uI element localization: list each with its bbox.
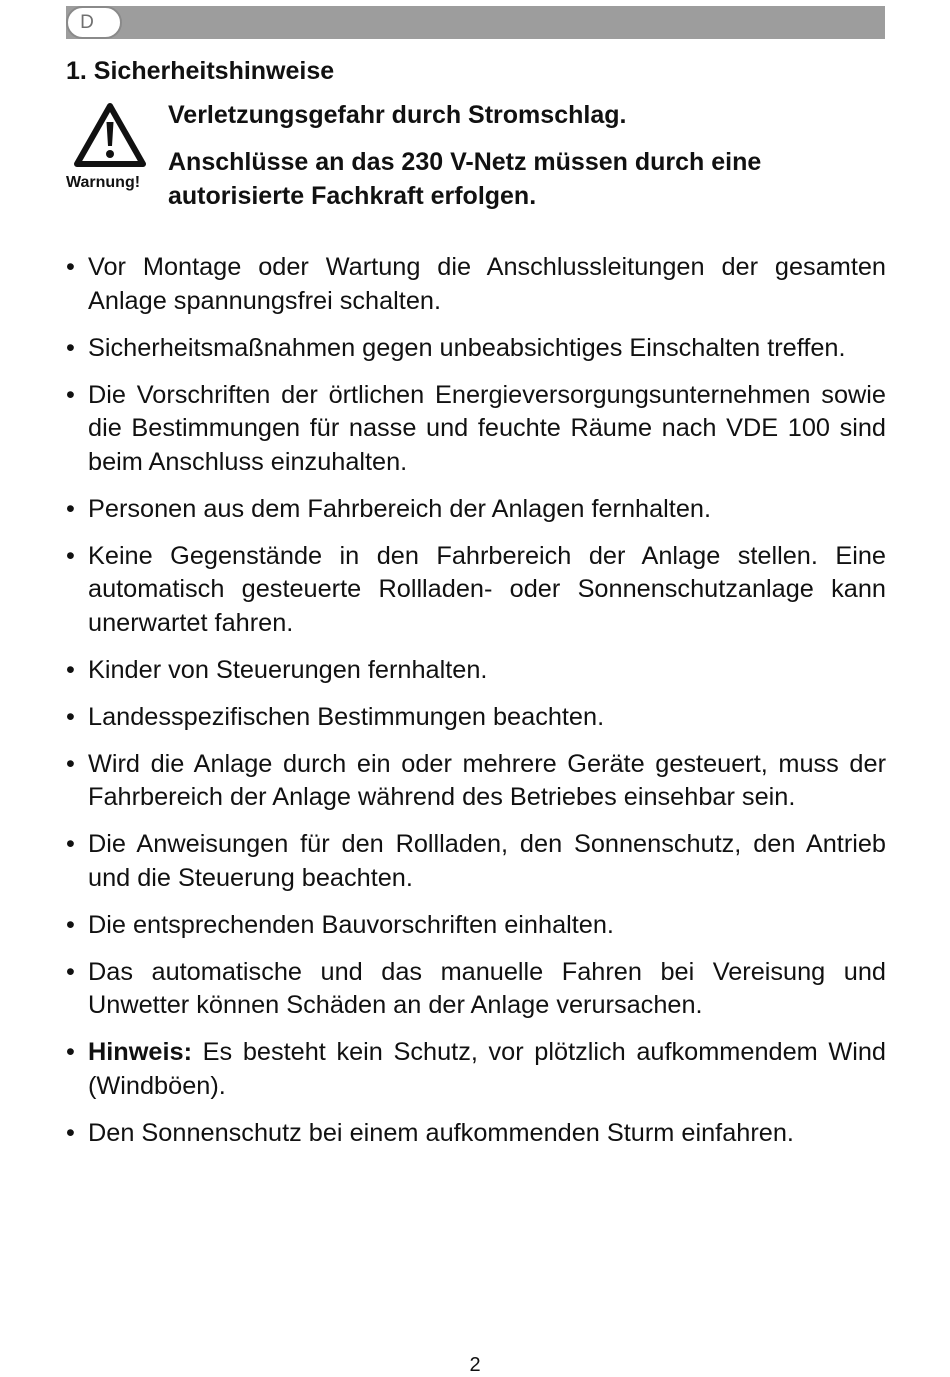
list-item-text: Die Vorschriften der örtlichen Energieversorgungsunternehmen sowie die Bestimmungen für nasse und feuchte Räume nach VDE 100 sind beim Anschluss einzuhalten. bbox=[88, 380, 886, 476]
list-item bbox=[66, 828, 886, 895]
warning-line-2: Anschlüsse an das 230 V-Netz müssen durch eine autorisierte Fachkraft erfolgen. bbox=[168, 148, 762, 210]
list-item-text: Wird die Anlage durch ein oder mehrere Geräte gesteuert, muss der Fahrbereich der Anlage während des Betriebes einsehbar sein. bbox=[88, 749, 886, 811]
list-item bbox=[66, 540, 886, 641]
bullet-icon: • bbox=[66, 910, 75, 939]
list-item bbox=[66, 493, 886, 527]
bullet-icon: • bbox=[66, 830, 75, 858]
list-item-text: Vor Montage oder Wartung die Anschlussleitungen der gesamten Anlage spannungsfrei schalten. bbox=[88, 253, 886, 315]
bullet-icon: • bbox=[66, 702, 75, 731]
bullet-icon: • bbox=[66, 1038, 75, 1066]
list-item-text: Den Sonnenschutz bei einem aufkommenden Sturm einfahren. bbox=[88, 1118, 794, 1147]
bullet-icon: • bbox=[66, 957, 75, 986]
note-label: Hinweis: bbox=[88, 1038, 193, 1066]
list-item bbox=[66, 1117, 886, 1151]
bullet-icon: • bbox=[66, 655, 75, 684]
section-title: 1. Sicherheitshinweise bbox=[66, 57, 335, 85]
list-item-text: Es besteht kein Schutz, vor plötzlich aufkommendem Wind (Windböen). bbox=[88, 1038, 886, 1100]
safety-bullet-list bbox=[66, 251, 886, 1164]
bullet-icon: • bbox=[66, 541, 75, 570]
warning-text bbox=[168, 98, 886, 226]
list-item bbox=[66, 379, 886, 480]
list-item bbox=[66, 251, 886, 318]
language-tab-label: D bbox=[80, 11, 94, 33]
bullet-icon: • bbox=[66, 253, 75, 281]
list-item bbox=[66, 909, 886, 943]
list-item bbox=[66, 332, 886, 366]
list-item bbox=[66, 748, 886, 815]
list-item-text: Das automatische und das manuelle Fahren bei Vereisung und Unwetter können Schäden an der Anlage verursachen. bbox=[88, 957, 886, 1019]
warning-line-1: Verletzungsgefahr durch Stromschlag. bbox=[168, 101, 627, 129]
list-item-text: Sicherheitsmaßnahmen gegen unbeabsichtiges Einschalten treffen. bbox=[88, 333, 846, 362]
list-item bbox=[66, 654, 886, 688]
list-item bbox=[66, 1036, 886, 1103]
page-number: 2 bbox=[469, 1354, 481, 1376]
list-item bbox=[66, 701, 886, 735]
warning-caption: Warnung! bbox=[66, 174, 141, 191]
list-item-text: Kinder von Steuerungen fernhalten. bbox=[88, 655, 488, 684]
list-item-text: Keine Gegenstände in den Fahrbereich der Anlage stellen. Eine automatisch gesteuerte Rollladen- oder Sonnenschutzanlage kann unerwartet fahren. bbox=[88, 541, 886, 637]
bullet-icon: • bbox=[66, 333, 75, 362]
list-item-text: Die entsprechenden Bauvorschriften einhalten. bbox=[88, 910, 614, 939]
bullet-icon: • bbox=[66, 494, 75, 523]
language-tab bbox=[66, 6, 122, 39]
bullet-icon: • bbox=[66, 380, 75, 409]
list-item-text: Die Anweisungen für den Rollladen, den Sonnenschutz, den Antrieb und die Steuerung beachten. bbox=[88, 830, 886, 892]
header-bar bbox=[66, 6, 885, 39]
bullet-icon: • bbox=[66, 749, 75, 778]
warning-triangle-icon bbox=[73, 102, 147, 168]
list-item-text: Landesspezifischen Bestimmungen beachten. bbox=[88, 702, 605, 731]
list-item bbox=[66, 956, 886, 1023]
bullet-icon: • bbox=[66, 1118, 75, 1147]
list-item-text: Personen aus dem Fahrbereich der Anlagen fernhalten. bbox=[88, 494, 711, 523]
